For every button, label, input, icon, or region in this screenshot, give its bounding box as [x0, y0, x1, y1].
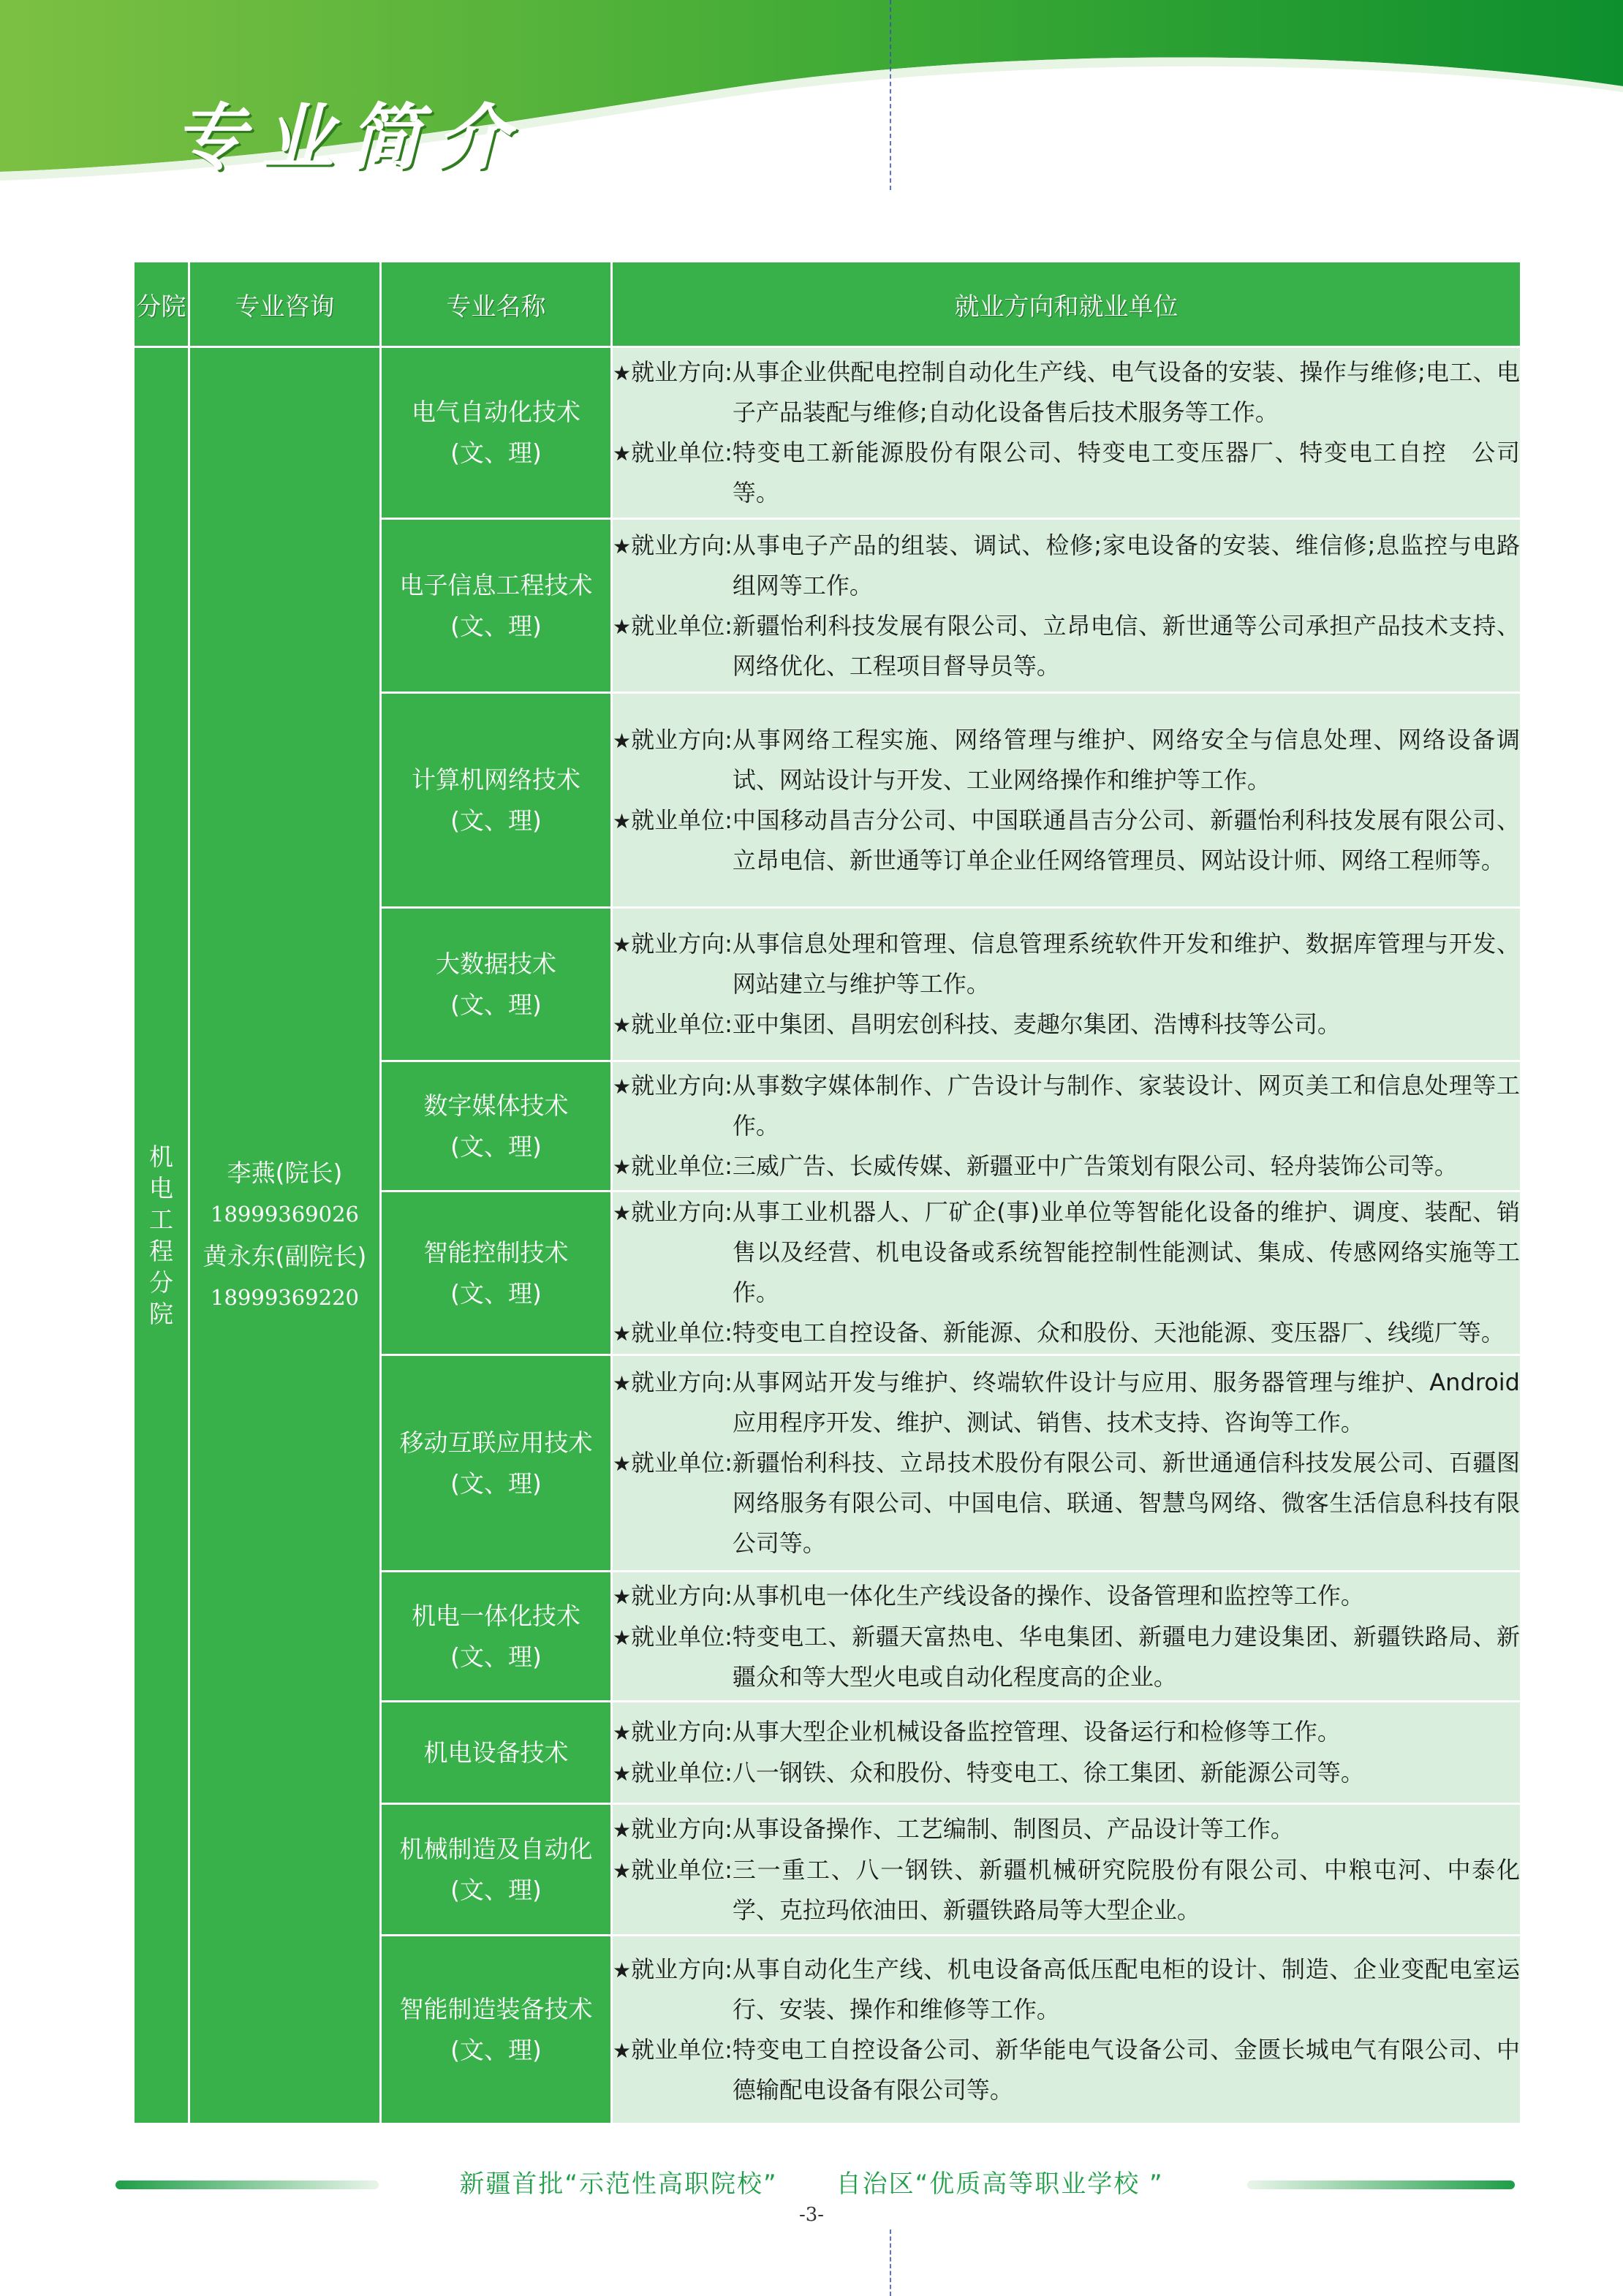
- star-icon: ★: [613, 1858, 632, 1883]
- employment-cell: [612, 1355, 1521, 1572]
- direction-text: 从事机电一体化生产线设备的操作、设备管理和监控等工作。: [732, 1581, 1364, 1610]
- major-note: (文、理): [450, 990, 542, 1019]
- direction-entry: [613, 352, 1520, 433]
- footer-slogan-left: 新疆首批“示范性高职院校”: [459, 2170, 778, 2199]
- direction-label: 就业方向:: [631, 1368, 733, 1396]
- direction-label: 就业方向:: [631, 1581, 733, 1610]
- employer-label: 就业单位:: [631, 806, 733, 834]
- star-icon: ★: [613, 1452, 632, 1476]
- page-number: -3-: [798, 2204, 825, 2226]
- star-icon: ★: [613, 1625, 632, 1650]
- employment-cell: [612, 1191, 1521, 1355]
- star-icon: ★: [613, 1761, 632, 1786]
- direction-label: 就业方向:: [631, 1717, 733, 1746]
- major-cell: [381, 908, 612, 1061]
- employer-entry: [613, 1146, 1520, 1187]
- employment-cell: [612, 1936, 1521, 2124]
- star-icon: ★: [613, 932, 632, 957]
- direction-text: 从事电子产品的组装、调试、检修;家电设备的安装、维信修;息监控与电路组网等工作。: [732, 531, 1520, 599]
- direction-label: 就业方向:: [631, 1198, 733, 1226]
- employment-cell: [612, 908, 1521, 1061]
- footer-slogan-right: 自治区“优质高等职业学校 ”: [836, 2170, 1164, 2199]
- major-note: (文、理): [450, 611, 542, 640]
- employer-text: 三一重工、八一钢铁、新疆机械研究院股份有限公司、中粮屯河、中泰化学、克拉玛依油田、新疆铁路局等大型企业。: [732, 1855, 1520, 1924]
- major-note: (文、理): [450, 2035, 542, 2064]
- major-name: 机械制造及自动化: [399, 1834, 593, 1863]
- employer-entry: [613, 1004, 1520, 1045]
- star-icon: ★: [613, 614, 632, 639]
- direction-text: 从事数字媒体制作、广告设计与制作、家装设计、网页美工和信息处理等工作。: [732, 1071, 1520, 1140]
- major-cell: [381, 1355, 612, 1572]
- employment-cell: [612, 1804, 1521, 1936]
- column-header-college: 分院: [134, 262, 189, 347]
- fold-guide-top: [890, 0, 893, 190]
- major-name: 机电设备技术: [423, 1738, 569, 1767]
- star-icon: ★: [613, 1720, 632, 1745]
- major-note: (文、理): [450, 806, 542, 835]
- page-title: 专业简介: [174, 96, 526, 180]
- direction-text: 从事大型企业机械设备监控管理、设备运行和检修等工作。: [732, 1717, 1341, 1746]
- employer-text: 特变电工、新疆天富热电、华电集团、新疆电力建设集团、新疆铁路局、新疆众和等大型火电或自动化程度高的企业。: [732, 1622, 1520, 1691]
- major-name: 电气自动化技术: [412, 398, 580, 426]
- employer-entry: [613, 1313, 1520, 1354]
- employer-entry: [613, 2030, 1520, 2110]
- employer-entry: [613, 1617, 1520, 1697]
- direction-entry: [613, 1712, 1520, 1753]
- direction-text: 从事企业供配电控制自动化生产线、电气设备的安装、操作与维修;电工、电子产品装配与维修;自动化设备售后技术服务等工作。: [732, 358, 1520, 426]
- major-note: (文、理): [450, 1132, 542, 1161]
- employer-text: 特变电工自控设备公司、新华能电气设备公司、金匮长城电气有限公司、中德输配电设备有限公司等。: [732, 2035, 1520, 2104]
- direction-label: 就业方向:: [631, 725, 733, 754]
- contact-phone-dean: 18999369026: [211, 1202, 359, 1227]
- star-icon: ★: [613, 2038, 632, 2063]
- direction-text: 从事网站开发与维护、终端软件设计与应用、服务器管理与维护、Android应用程序开发、维护、测试、销售、技术支持、咨询等工作。: [732, 1368, 1520, 1436]
- column-header-employment: 就业方向和就业单位: [612, 262, 1521, 347]
- star-icon: ★: [613, 534, 632, 558]
- employer-entry: [613, 800, 1520, 881]
- employer-text: 新疆怡利科技发展有限公司、立昂电信、新世通等公司承担产品技术支持、网络优化、工程项目督导员等。: [732, 611, 1520, 680]
- employer-entry: [613, 1753, 1520, 1794]
- employment-cell: [612, 1572, 1521, 1702]
- employment-cell: [612, 519, 1521, 693]
- direction-entry: [613, 720, 1520, 800]
- direction-label: 就业方向:: [631, 531, 733, 559]
- direction-text: 从事工业机器人、厂矿企(事)业单位等智能化设备的维护、调度、装配、销售以及经营、机电设备或系统智能控制性能测试、集成、传感网络实施等工作。: [732, 1198, 1520, 1306]
- star-icon: ★: [613, 1154, 632, 1179]
- major-cell: [381, 519, 612, 693]
- direction-entry: [613, 1066, 1520, 1146]
- direction-text: 从事设备操作、工艺编制、制图员、产品设计等工作。: [732, 1814, 1294, 1843]
- employer-entry: [613, 606, 1520, 686]
- direction-label: 就业方向:: [631, 1955, 733, 1983]
- employer-text: 新疆怡利科技、立昂技术股份有限公司、新世通通信科技发展公司、百疆图网络服务有限公司、中国电信、联通、智慧鸟网络、微客生活信息科技有限公司等。: [732, 1449, 1520, 1557]
- major-note: (文、理): [450, 1875, 542, 1904]
- employer-text: 三威广告、长威传媒、新疆亚中广告策划有限公司、轻舟装饰公司等。: [732, 1151, 1458, 1180]
- major-cell: [381, 1804, 612, 1936]
- major-cell: [381, 1191, 612, 1355]
- employment-cell: [612, 1702, 1521, 1804]
- employment-cell: [612, 347, 1521, 519]
- major-cell: [381, 1936, 612, 2124]
- star-icon: ★: [613, 1322, 632, 1346]
- fold-guide-bottom: [890, 2229, 893, 2296]
- majors-table: [132, 260, 1522, 2125]
- major-name: 电子信息工程技术: [399, 570, 593, 599]
- employer-label: 就业单位:: [631, 1009, 733, 1038]
- direction-text: 从事自动化生产线、机电设备高低压配电柜的设计、制造、企业变配电室运行、安装、操作和维修等工作。: [732, 1955, 1520, 2023]
- star-icon: ★: [613, 361, 632, 385]
- employer-text: 中国移动昌吉分公司、中国联通昌吉分公司、新疆怡利科技发展有限公司、立昂电信、新世通等订单企业任网络管理员、网站设计师、网络工程师等。: [732, 806, 1520, 874]
- major-cell: [381, 693, 612, 908]
- direction-entry: [613, 526, 1520, 606]
- column-header-major: 专业名称: [381, 262, 612, 347]
- contact-cell: [189, 347, 381, 2124]
- table-row: [134, 347, 1521, 519]
- star-icon: ★: [613, 442, 632, 466]
- employer-label: 就业单位:: [631, 1319, 733, 1346]
- major-note: (文、理): [450, 1642, 542, 1671]
- employer-text: 特变电工新能源股份有限公司、特变电工变压器厂、特变电工自控 公司等。: [732, 439, 1520, 507]
- star-icon: ★: [613, 1584, 632, 1609]
- direction-entry: [613, 1809, 1520, 1850]
- direction-entry: [613, 1192, 1520, 1313]
- star-icon: ★: [613, 1371, 632, 1395]
- employment-cell: [612, 693, 1521, 908]
- college-name: 机电工程分院: [149, 1143, 173, 1328]
- employer-text: 特变电工自控设备、新能源、众和股份、天池能源、变压器厂、线缆厂等。: [732, 1319, 1505, 1346]
- major-name: 移动互联应用技术: [399, 1428, 593, 1457]
- major-cell: [381, 1572, 612, 1702]
- employer-label: 就业单位:: [631, 1622, 733, 1651]
- contact-phone-vice-dean: 18999369220: [211, 1285, 359, 1310]
- star-icon: ★: [613, 1074, 632, 1099]
- contact-name-dean: 李燕(院长): [227, 1159, 343, 1187]
- major-name: 计算机网络技术: [412, 765, 580, 794]
- employer-entry: [613, 1850, 1520, 1931]
- major-cell: [381, 347, 612, 519]
- employer-entry: [613, 1443, 1520, 1564]
- major-name: 数字媒体技术: [423, 1091, 569, 1120]
- contact-name-vice-dean: 黄永东(副院长): [203, 1242, 367, 1270]
- direction-text: 从事信息处理和管理、信息管理系统软件开发和维护、数据库管理与开发、网站建立与维护等工作。: [732, 929, 1520, 998]
- major-note: (文、理): [450, 439, 542, 467]
- major-note: (文、理): [450, 1278, 542, 1308]
- footer-slogan: [0, 2164, 1623, 2200]
- major-cell: [381, 1061, 612, 1191]
- table-header-row: [134, 262, 1521, 347]
- direction-entry: [613, 1576, 1520, 1617]
- major-cell: [381, 1702, 612, 1804]
- star-icon: ★: [613, 808, 632, 833]
- direction-label: 就业方向:: [631, 358, 733, 386]
- direction-label: 就业方向:: [631, 1814, 733, 1843]
- column-header-consult: 专业咨询: [189, 262, 381, 347]
- employer-text: 亚中集团、昌明宏创科技、麦趣尔集团、浩博科技等公司。: [732, 1009, 1341, 1038]
- direction-label: 就业方向:: [631, 929, 733, 958]
- direction-label: 就业方向:: [631, 1071, 733, 1099]
- direction-entry: [613, 1363, 1520, 1443]
- star-icon: ★: [613, 1958, 632, 1982]
- star-icon: ★: [613, 728, 632, 753]
- major-name: 智能制造装备技术: [399, 1994, 593, 2023]
- major-name: 智能控制技术: [423, 1238, 569, 1267]
- employer-label: 就业单位:: [631, 2035, 733, 2064]
- direction-text: 从事网络工程实施、网络管理与维护、网络安全与信息处理、网络设备调试、网站设计与开发、工业网络操作和维护等工作。: [732, 725, 1520, 794]
- direction-entry: [613, 924, 1520, 1004]
- employer-entry: [613, 433, 1520, 513]
- college-cell: [134, 347, 189, 2124]
- employer-text: 八一钢铁、众和股份、特变电工、徐工集团、新能源公司等。: [732, 1758, 1364, 1787]
- employer-label: 就业单位:: [631, 611, 733, 640]
- employer-label: 就业单位:: [631, 1151, 733, 1180]
- major-note: (文、理): [450, 1469, 542, 1498]
- major-name: 大数据技术: [436, 949, 556, 978]
- employer-label: 就业单位:: [631, 1855, 733, 1884]
- employer-label: 就业单位:: [631, 1449, 733, 1477]
- employer-label: 就业单位:: [631, 439, 733, 466]
- employment-cell: [612, 1061, 1521, 1191]
- major-name: 机电一体化技术: [412, 1601, 580, 1630]
- employer-label: 就业单位:: [631, 1758, 733, 1787]
- star-icon: ★: [613, 1817, 632, 1842]
- star-icon: ★: [613, 1012, 632, 1037]
- star-icon: ★: [613, 1201, 632, 1225]
- direction-entry: [613, 1950, 1520, 2030]
